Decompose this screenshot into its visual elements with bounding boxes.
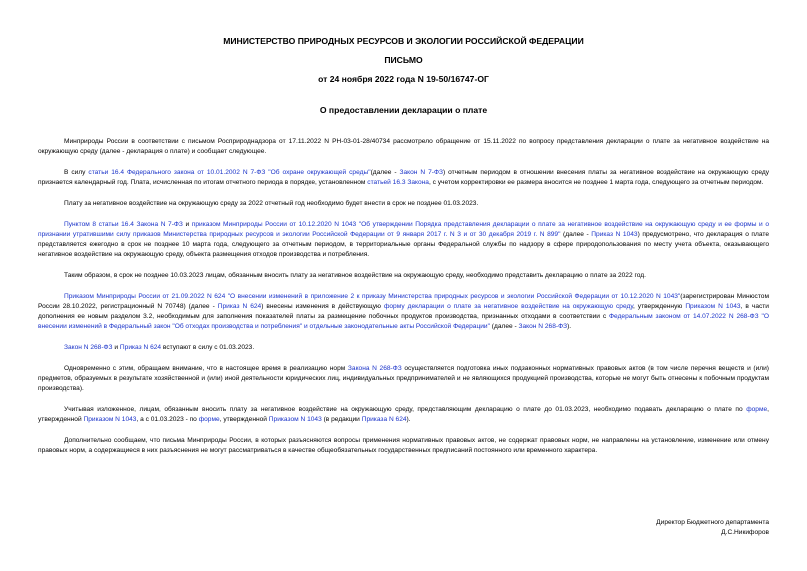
paragraph-7: [38, 343, 769, 353]
text: (зарегистрирован Минюстом России 28.10.2022, регистрационный N 70748) (далее -: [38, 293, 769, 310]
law-268fz-link[interactable]: Закон N 268-ФЗ: [64, 344, 113, 351]
law-7fz-link[interactable]: Закон N 7-ФЗ: [399, 169, 443, 176]
text: ) предусмотрено, что декларация о плате представляется ежегодно в срок не позднее 10 марта года, следующего за отчетным периодом, в территориальные органы Федеральной службы по надзору в сфере природопользования по месту учета объекта, оказывающего негативное воздействие на окружающую среду, объекта размещения отходов производства и потребления.: [38, 231, 769, 258]
order-624-full-link[interactable]: Приказом Минприроды России от 21.09.2022 N 624 "О внесении изменений в приложение 2 к приказу Министерства природных ресурсов и экологии Российской Федерации от 10.12.2020 N 1043": [64, 293, 681, 300]
text: и: [112, 344, 120, 351]
order-1043-link[interactable]: Приказом N 1043: [685, 303, 741, 310]
text: Минприроды России в соответствии с письмом Росприроднадзора от 17.11.2022 N РН-03-01-28/40734 рассмотрело обращение от 15.11.2022 по вопросу представления декларации о плате за негативное воздействие на окружающую среду (далее - декларация о плате) и сообщает следующее.: [38, 138, 769, 155]
order-1043-link[interactable]: Приказом N 1043: [268, 416, 322, 423]
document-subject: О предоставлении декларации о плате: [319, 105, 488, 115]
text: ) внесены изменения в действующую: [261, 303, 384, 310]
text: Плату за негативное воздействие на окружающую среду за 2022 отчетный год необходимо будет внести в срок не позднее 01.03.2023.: [64, 200, 479, 207]
text: , утвержденной: [38, 406, 769, 423]
order-624-link[interactable]: Приказ N 624: [217, 303, 262, 310]
text: Одновременно с этим, обращаем внимание, что в настоящее время в реализацию норм: [64, 365, 348, 372]
text: , утвержденную: [632, 303, 686, 310]
text: и: [182, 221, 192, 228]
paragraph-2: [38, 168, 769, 188]
text: , утвержденной: [219, 416, 269, 423]
law-7fz-art-16-4-link[interactable]: статьи 16.4 Федерального закона от 10.01.2002 N 7-ФЗ "Об охране окружающей среды": [88, 169, 371, 176]
form-link[interactable]: форме: [198, 416, 220, 423]
paragraph-1: [38, 137, 769, 157]
form-link[interactable]: форме: [746, 406, 768, 413]
signer-name: Д.С.Никифоров: [721, 529, 769, 536]
text: осуществляется подготовка иных подзаконных нормативных правовых актов (в том числе перечня веществ и (или) предметов, образуемых в результате хозяйственной и (или) иной деятельности юридических лиц, индивидуальных предпринимателей и не являющихся продукцией производства, которые не могут быть отнесены к побочным продуктам производства).: [38, 365, 769, 392]
paragraph-3: [38, 199, 769, 209]
text: (далее -: [370, 169, 400, 176]
law-art-16-3-link[interactable]: статьей 16.3 Закона: [367, 179, 429, 186]
declaration-form-link[interactable]: форму декларации о плате за негативное воздействие на окружающую среду: [383, 303, 633, 310]
text: ).: [406, 416, 411, 423]
signer-position: Директор Бюджетного департамента: [656, 519, 769, 526]
order-1043-link[interactable]: Приказом N 1043: [83, 416, 137, 423]
order-1043-link[interactable]: Приказ N 1043: [591, 231, 638, 238]
order-624-link[interactable]: Приказ N 624: [119, 344, 162, 351]
order-1043-full-link[interactable]: приказом Минприроды России от 10.12.2020 N 1043 "Об утверждении Порядка представления декларации о плате за негативное воздействие на окружающую среду и ее формы и о признании утратившими силу приказов Министерства природных ресурсов и экологии Российской Федерации от 9 января 2017 г. N 3 и от 30 декабря 2019 г. N 899": [38, 221, 769, 238]
text: В силу: [64, 169, 89, 176]
text: , с учетом корректировки ее размера вносится не позднее 1 марта года, следующего за отчетным периодом.: [428, 179, 764, 186]
ministry-title: МИНИСТЕРСТВО ПРИРОДНЫХ РЕСУРСОВ И ЭКОЛОГИИ РОССИЙСКОЙ ФЕДЕРАЦИИ: [223, 36, 584, 46]
law-268fz-full-link[interactable]: Федеральным законом от 14.07.2022 N 268-ФЗ "О внесении изменений в Федеральный закон "Об отходах производства и потребления" и отдельные законодательные акты Российской Федерации": [38, 313, 769, 330]
document-date: от 24 ноября 2022 года N 19-50/16747-ОГ: [318, 74, 489, 84]
paragraph-5: [38, 271, 769, 281]
text: вступают в силу с 01.03.2023.: [161, 344, 255, 351]
paragraph-6: [38, 292, 769, 332]
paragraph-4: [38, 220, 769, 260]
paragraph-9: [38, 405, 769, 425]
text: Таким образом, в срок не позднее 10.03.2023 лицам, обязанным вносить плату за негативное воздействие на окружающую среду, необходимо представить декларацию о плате за 2022 год.: [64, 272, 646, 279]
signature-block: [656, 518, 769, 538]
text: Дополнительно сообщаем, что письма Минприроды России, в которых разъясняются вопросы применения нормативных правовых актов, не содержат правовых норм, не направлены на установление, изменение или отмену правовых норм, а содержащиеся в них разъяснения не могут рассматриваться в качестве общеобязательных государственных предписаний постоянного или временного характера.: [38, 437, 769, 454]
text: (далее -: [560, 231, 592, 238]
law-268fz-link[interactable]: Закона N 268-ФЗ: [347, 365, 402, 372]
text: (в редакции: [321, 416, 362, 423]
paragraph-8: [38, 364, 769, 394]
law-art-16-4-p8-link[interactable]: Пунктом 8 статьи 16.4 Закона N 7-ФЗ: [64, 221, 183, 228]
text: Учитывая изложенное, лицам, обязанным вносить плату за негативное воздействие на окружающую среду, представляющим декларацию о плате до 01.03.2023, необходимо подавать декларацию о плате по: [64, 406, 747, 413]
text: , в части дополнения ее новым разделом 3.2, необходимым для заполнения показателей платы за размещение побочных продуктов производства, признанных отходами в соответствии с: [38, 303, 769, 320]
law-268fz-link[interactable]: Закон N 268-ФЗ: [518, 323, 568, 330]
text: ).: [567, 323, 572, 330]
paragraph-10: [38, 436, 769, 456]
text: ) отчетным периодом в отношении внесения платы за негативное воздействие на окружающую среду признается календарный год. Плата, исчисленная по итогам отчетного периода в порядке, установленном: [38, 169, 770, 186]
document-type: ПИСЬМО: [384, 55, 423, 65]
text: , а с 01.03.2023 - по: [136, 416, 199, 423]
order-624-link[interactable]: Приказа N 624: [361, 416, 407, 423]
text: (далее -: [489, 323, 519, 330]
